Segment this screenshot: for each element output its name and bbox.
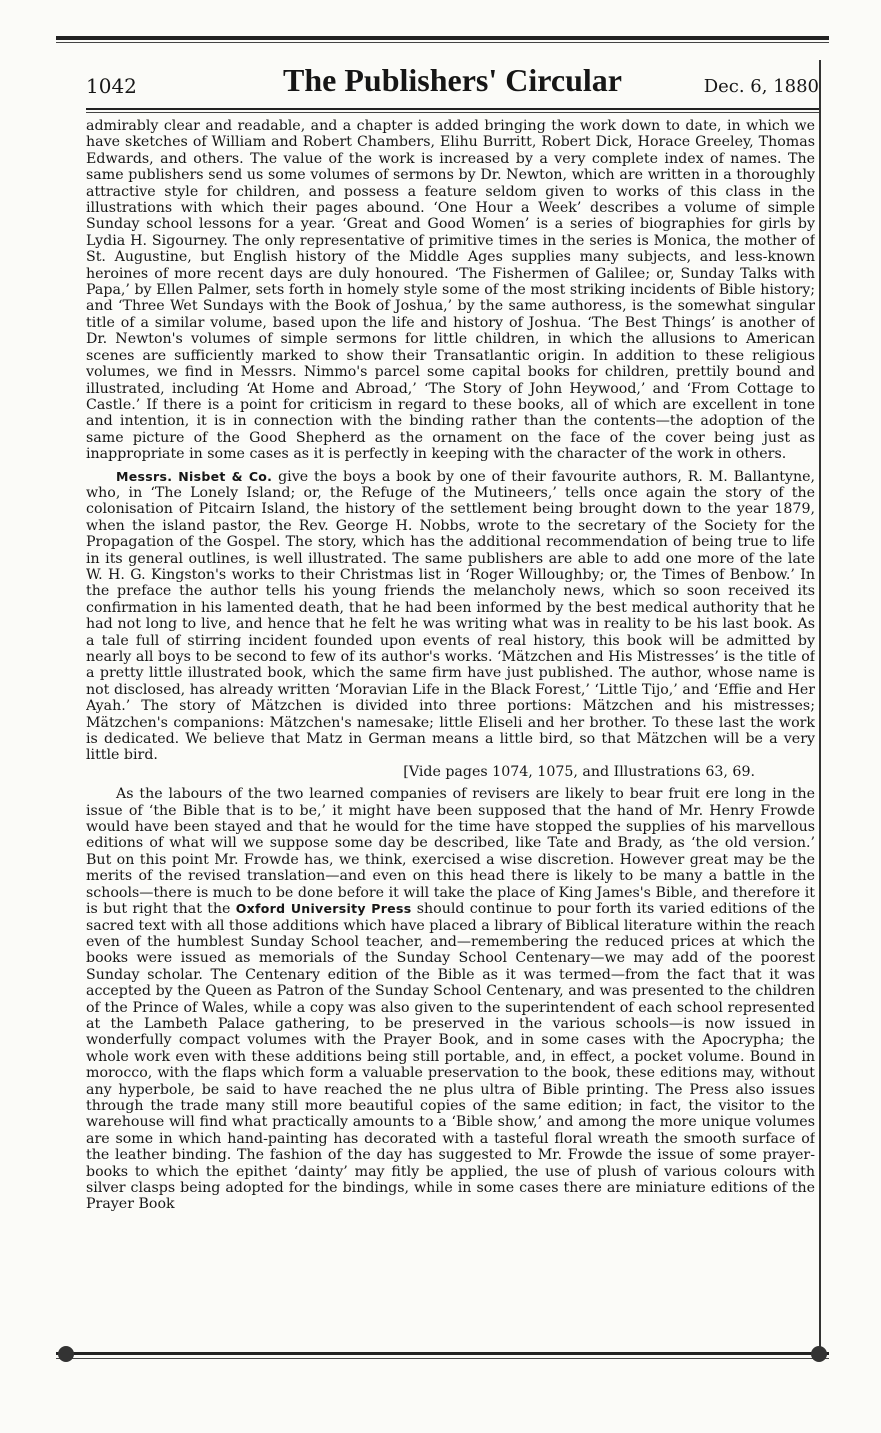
paragraph-oxford-text-b: should continue to pour forth its varied editions of the sacred text with all those additions which have placed a library of Biblical literature within the reach even of the humblest Sunday School teacher, and—remembering the reduced prices at which the books were issued as memorials of the Sunday School Centenary—we may add of the poorest Sunday scholar. The Centenary edition of the Bible as it was termed—from the fact that it was accepted by the Queen as Patron of the Sunday School Centenary, and was presented to the children of the Prince of Wales, while a copy was also given to the superintendent of each school represented at the Lambeth Palace gathering, to be preserved in the various schools—is now issued in wonderfully compact volumes with the Prayer Book, and in some cases with the Apocrypha; the whole work even with these additions being still portable, and, in effect, a pocket volume. Bound in morocco, with the flaps which form a valuable preservation to the book, these editions may, without any hyperbole, be said to have reached the ne plus ultra of Bible printing. The Press also issues through the trade many still more beautiful copies of the same edition; in fact, the visitor to the warehouse will find what practically amounts to a ‘Bible show,’ and among the more unique volumes are some in which hand-painting has decorated with a tasteful floral wreath the smooth surface of the leather binding. The fashion of the day has suggested to Mr. Frowde the issue of some prayer-books to which the epithet ‘dainty’ may fitly be applied, the use of plush of various colours with silver clasps being adopted for the bindings, while in some cases there are miniature editions of the Prayer Book: [86, 901, 815, 1213]
paragraph-nisbet: [86, 469, 815, 764]
page-header: [86, 60, 819, 104]
page-number: 1042: [86, 74, 137, 98]
header-rule-thin: [86, 112, 819, 113]
corner-ornament-icon: [811, 1346, 827, 1362]
article-body: [86, 118, 815, 1346]
corner-ornament-icon: [58, 1346, 74, 1362]
issue-date: Dec. 6, 1880: [703, 76, 819, 97]
right-border-rule: [819, 60, 821, 1347]
paragraph-oxford: [86, 786, 815, 1213]
header-rule: [86, 108, 819, 110]
paragraph-nisbet-text: give the boys a book by one of their favourite authors, R. M. Ballantyne, who, in ‘The Lonely Island; or, the Refuge of the Mutineers,’ tells once again the story of the colonisation of Pitcairn Island, the history of the settlement being brought down to the year 1879, when the island pastor, the Rev. George H. Nobbs, wrote to the secretary of the Society for the Propagation of the Gospel. The story, which has the additional recommendation of being true to life in its general outlines, is well illustrated. The same publishers are able to add one more of the late W. H. G. Kingston's works to their Christmas list in ‘Roger Willoughby; or, the Times of Benbow.’ In the preface the author tells his young friends the melancholy news, which so soon received its confirmation in his lamented death, that he had been informed by the best medical authority that he had not long to live, and hence that he felt he was writing what was in reality to be his last book. As a tale full of stirring incident founded upon events of real history, this book will be admitted by nearly all boys to be second to few of its author's works. ‘Mätzchen and His Mistresses’ is the title of a pretty little illustrated book, which the same firm have just published. The author, whose name is not disclosed, has already written ‘Moravian Life in the Black Forest,’ ‘Little Tijo,’ and ‘Effie and Her Ayah.’ The story of Mätzchen is divided into three portions: Mätzchen and his mistresses; Mätzchen's companions: Mätzchen's namesake; little Eliseli and her brother. To these last the work is dedicated. We believe that Matz in German means a little bird, so that Mätzchen will be a very little bird.: [86, 468, 815, 764]
paragraph-nimmo: admirably clear and readable, and a chapter is added bringing the work down to date, in which we have sketches of William and Robert Chambers, Elihu Burritt, Robert Dick, Horace Greeley, Thomas Edwards, and others. The value of the work is increased by a very complete index of names. The same publishers send us some volumes of sermons by Dr. Newton, which are written in a thoroughly attractive style for children, and possess a feature seldom given to works of this class in the illustrations with which their pages abound. ‘One Hour a Week’ describes a volume of simple Sunday school lessons for a year. ‘Great and Good Women’ is a series of biographies for girls by Lydia H. Sigourney. The only representative of primitive times in the series is Monica, the mother of St. Augustine, but English history of the Middle Ages supplies many subjects, and less-known heroines of more recent days are duly honoured. ‘The Fishermen of Galilee; or, Sunday Talks with Papa,’ by Ellen Palmer, sets forth in homely style some of the most striking incidents of Bible history; and ‘Three Wet Sundays with the Book of Joshua,’ by the same authoress, is the somewhat singular title of a similar volume, based upon the life and history of Joshua. ‘The Best Things’ is another of Dr. Newton's volumes of simple sermons for little children, in which the allusions to American scenes are sufficiently marked to show their Transatlantic origin. In addition to these religious volumes, we find in Messrs. Nimmo's parcel some capital books for children, prettily bound and illustrated, including ‘At Home and Abroad,’ ‘The Story of John Heywood,’ and ‘From Cottage to Castle.’ If there is a point for criticism in regard to these books, all of which are excellent in tone and intention, it is in connection with the binding rather than the contents—the adoption of the same picture of the Good Shepherd as the ornament on the face of the cover being just as inappropriate in some cases as it is perfectly in keeping with the character of the work in others.: [86, 118, 815, 463]
bottom-border-rule: [56, 1352, 829, 1355]
journal-title: The Publishers' Circular: [283, 62, 622, 98]
publisher-name-oxford: Oxford University Press: [235, 901, 412, 917]
top-border-rule: [56, 36, 829, 40]
publisher-name-nisbet: Messrs. Nisbet & Co.: [116, 468, 273, 484]
bottom-border-rule-thin: [56, 1358, 829, 1359]
paragraph-oxford-text-a: As the labours of the two learned companies of revisers are likely to bear fruit ere long in the issue of ‘the Bible that is to be,’ it might have been supposed that the hand of Mr. Henry Frowde would have been stayed and that he would for the time have stopped the supplies of his marvellous editions of what will we suppose some day be described, like Tate and Brady, as ‘the old version.’ But on this point Mr. Frowde has, we think, exercised a wise discretion. However great may be the merits of the revised translation—and even on this head there is likely to be many a battle in the schools—there is much to be done before it will take the place of King James's Bible, and therefore it is but right that the: [86, 786, 815, 918]
vide-reference: [Vide pages 1074, 1075, and Illustrations 63, 69.: [403, 763, 755, 780]
top-border-rule-thin: [56, 42, 829, 43]
